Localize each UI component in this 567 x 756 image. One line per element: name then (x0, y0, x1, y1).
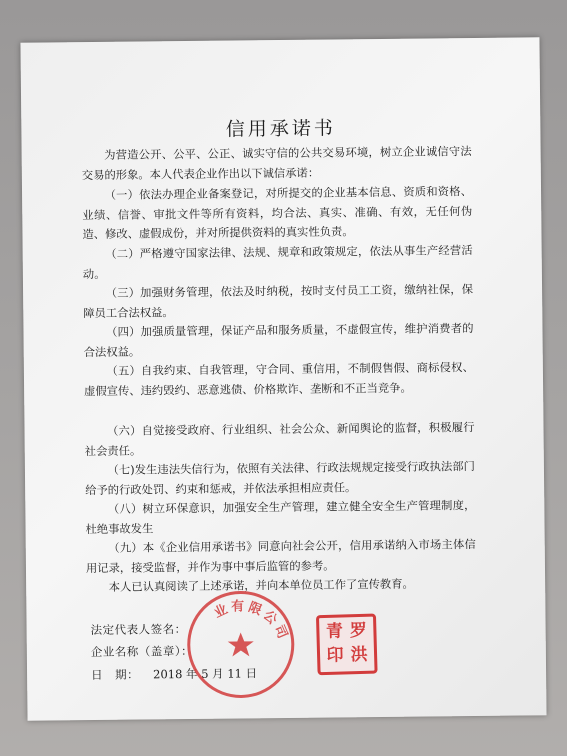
date-value: 2018 年 5 月 11 日 (153, 666, 258, 682)
closing-statement: 本人已认真阅读了上述承诺，并向本单位员工作了宣传教育。 (108, 577, 414, 594)
company-name-label: 企业名称（盖章）： (90, 643, 194, 660)
document-page (20, 37, 546, 720)
intro-paragraph: 为营造公开、公平、公正、诚实守信的公共交易环境，树立企业诚信守法交易的形象。本人代表企业作出以下诚信承诺： (81, 145, 472, 182)
personal-seal (316, 614, 378, 676)
commitment-item-6: （六）自觉接受政府、行业组织、社会公众、新闻舆论的监督，积极履行社会责任。 (84, 421, 475, 458)
commitment-item-8: （八）树立环保意识，加强安全生产管理，建立健全安全生产管理制度，杜绝事故发生 (85, 498, 476, 536)
personal-seal-char: 洪 (350, 644, 368, 666)
commitment-item-4: （四）加强质量管理，保证产品和服务质量，不虚假宣传，维护消费者的合法权益。 (83, 322, 474, 359)
commitment-item-9: （九）本《企业信用承诺书》同意向社会公开，信用承诺纳入市场主体信用记录，接受监督，并作为事中事后监管的参考。 (85, 537, 476, 575)
personal-seal-char: 印 (326, 645, 344, 666)
svg-text:业有限公司 (212, 598, 292, 645)
commitment-item-7: （七)发生违法失信行为，依照有关法律、行政法规规定接受行政执法部门给予的行政处罚、约束和惩戒，并依法承担相应责任。 (85, 460, 475, 497)
company-seal (184, 588, 297, 701)
commitment-item-5: （五）自我约束、自我管理，守合同、重信用，不制假售假、商标侵权、虚假宣传、违约毁约、恶意逃债、价格欺诈、垄断和不正当竞争。 (84, 361, 474, 398)
personal-seal-char: 青 (325, 621, 344, 642)
legal-rep-label: 法定代表人签名： (90, 622, 187, 638)
company-seal-text: 业有限公司 (211, 599, 291, 644)
seal-star-icon (228, 632, 254, 656)
legal-rep-signature-line (91, 621, 187, 638)
date-label: 日 期： (91, 667, 140, 683)
company-name-line (91, 643, 193, 660)
commitment-item-1: （一）依法办理企业备案登记，对所提交的企业基本信息、资质和资格、业绩、信誉、审批文件等所有资料，均合法、真实、准确、有效，无任何伪造、修改、虚假成份，并对所提供资料的真实性负责。 (82, 185, 473, 242)
personal-seal-char: 罗 (349, 620, 368, 642)
document-title: 信用承诺书 (225, 117, 336, 141)
commitment-item-3: （三）加强财务管理，依法及时纳税，按时支付员工工资，缴纳社保，保障员工合法权益。 (83, 283, 474, 320)
commitment-item-2: （二）严格遵守国家法律、法规、规章和政策规定，依法从事生产经营活动。 (82, 244, 473, 281)
